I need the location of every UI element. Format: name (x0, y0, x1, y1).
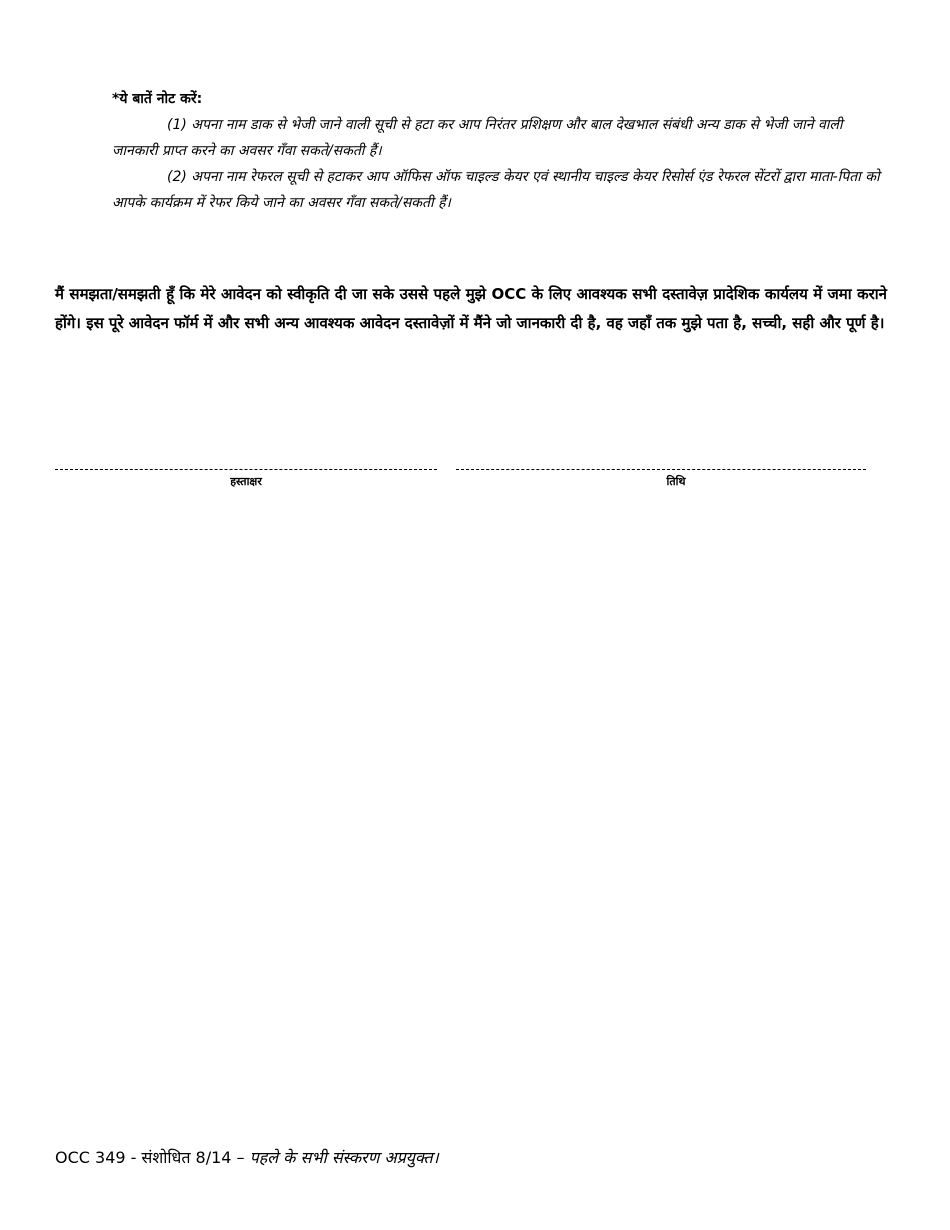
note-item-2: (2) अपना नाम रेफरल सूची से हटाकर आप ऑफिस ऑफ चाइल्ड केयर एवं स्थानीय चाइल्ड केयर रिसोर्स एंड रेफरल सेंटरों द्वारा माता-पिता को आपके कार्यक्रम में रेफर किये जाने का अवसर गँवा सकते/सकती हैं। (112, 169, 880, 211)
notes-heading: *ये बातें नोट करें: (112, 91, 203, 107)
notes-section (112, 86, 887, 216)
date-line (456, 455, 866, 470)
form-code: OCC 349 - संशोधित 8/14 – (55, 1148, 250, 1167)
date-label: तिथि (666, 475, 686, 488)
page-footer (55, 1146, 439, 1168)
note-item-1: (1) अपना नाम डाक से भेजी जाने वाली सूची से हटा कर आप निरंतर प्रशिक्षण और बाल देखभाल संबंधी अन्य डाक से भेजी जाने वाली जानकारी प्राप्त करने का अवसर गँवा सकते/सकती हैं। (112, 117, 843, 159)
declaration-paragraph: मैं समझता/समझती हूँ कि मेरे आवेदन को स्वीकृति दी जा सके उससे पहले मुझे OCC के लिए आवश्यक सभी दस्तावेज़ प्रादेशिक कार्यलय में जमा कराने होंगे। इस पूरे आवेदन फॉर्म में और सभी अन्य आवश्यक आवेदन दस्तावेज़ों में मैंने जो जानकारी दी है, वह जहाँ तक मुझे पता है, सच्ची, सही और पूर्ण है। (55, 285, 887, 332)
footer-note: पहले के सभी संस्करण अप्रयुक्त। (249, 1148, 439, 1167)
signature-label: हस्ताक्षर (230, 475, 262, 488)
signature-line (55, 455, 437, 470)
